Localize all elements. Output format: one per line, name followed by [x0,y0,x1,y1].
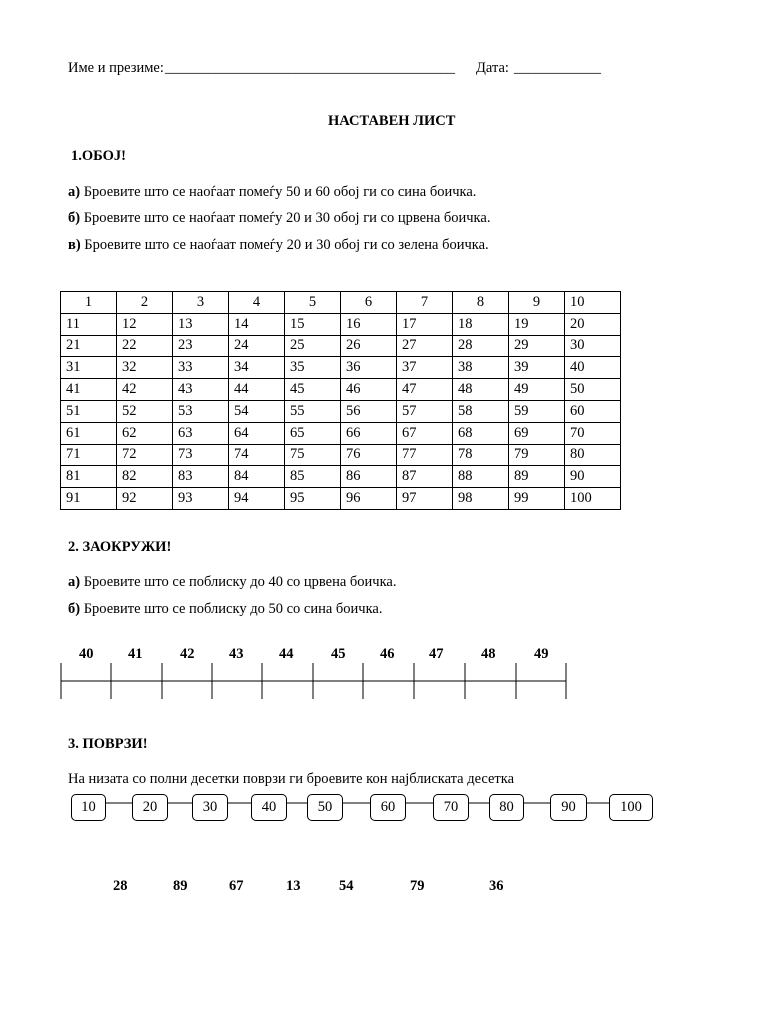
item-letter: а) [68,574,81,590]
table-cell[interactable]: 8 [453,292,509,314]
table-cell[interactable]: 86 [341,466,397,488]
table-cell[interactable]: 15 [285,313,341,335]
table-cell[interactable]: 73 [173,444,229,466]
table-cell[interactable]: 69 [509,422,565,444]
table-cell[interactable]: 48 [453,379,509,401]
connect-number[interactable]: 28 [113,878,128,894]
table-cell[interactable]: 61 [61,422,117,444]
section1-heading: 1.ОБОЈ! [71,148,126,164]
item-text: Броевите што се наоѓаат помеѓу 20 и 30 обој ги со црвена боичка. [80,210,491,226]
table-cell[interactable]: 7 [397,292,453,314]
table-cell[interactable]: 99 [509,488,565,510]
tens-box[interactable]: 100 [609,794,653,821]
number-line-label: 48 [481,646,496,662]
table-cell[interactable]: 5 [285,292,341,314]
number-line-label: 47 [429,646,444,662]
table-cell[interactable]: 18 [453,313,509,335]
tens-box[interactable]: 50 [307,794,343,821]
table-cell[interactable]: 35 [285,357,341,379]
tens-box[interactable]: 40 [251,794,287,821]
table-cell[interactable]: 36 [341,357,397,379]
table-cell[interactable]: 98 [453,488,509,510]
table-cell[interactable]: 41 [61,379,117,401]
table-cell[interactable]: 47 [397,379,453,401]
number-line-label: 42 [180,646,195,662]
item-letter: в) [68,237,81,253]
table-cell[interactable]: 55 [285,400,341,422]
connect-number[interactable]: 13 [286,878,301,894]
table-cell[interactable]: 95 [285,488,341,510]
connect-number[interactable]: 54 [339,878,354,894]
table-cell[interactable]: 90 [565,466,621,488]
table-cell[interactable]: 93 [173,488,229,510]
table-cell[interactable]: 85 [285,466,341,488]
table-cell[interactable]: 25 [285,335,341,357]
table-cell[interactable]: 65 [285,422,341,444]
table-cell[interactable]: 50 [565,379,621,401]
table-cell[interactable]: 2 [117,292,173,314]
table-cell[interactable]: 70 [565,422,621,444]
table-cell[interactable]: 75 [285,444,341,466]
table-cell[interactable]: 52 [117,400,173,422]
table-cell[interactable]: 12 [117,313,173,335]
table-cell[interactable]: 68 [453,422,509,444]
item-text: Броевите што се наоѓаат помеѓу 20 и 30 обој ги со зелена боичка. [80,237,489,253]
table-cell[interactable]: 23 [173,335,229,357]
connect-number[interactable]: 89 [173,878,188,894]
item-text: Броевите што се поблиску до 50 со сина боичка. [80,601,383,617]
tens-box[interactable]: 80 [489,794,524,821]
table-cell[interactable]: 67 [397,422,453,444]
table-cell[interactable]: 29 [509,335,565,357]
table-cell[interactable]: 32 [117,357,173,379]
table-cell[interactable]: 28 [453,335,509,357]
table-cell[interactable]: 39 [509,357,565,379]
table-cell[interactable]: 88 [453,466,509,488]
item-text: Броевите што се поблиску до 40 со црвена боичка. [80,574,397,590]
table-cell[interactable]: 33 [173,357,229,379]
table-cell[interactable]: 72 [117,444,173,466]
table-cell[interactable]: 71 [61,444,117,466]
table-cell[interactable]: 63 [173,422,229,444]
number-line-label: 44 [279,646,294,662]
table-cell[interactable]: 100 [565,488,621,510]
table-cell[interactable]: 51 [61,400,117,422]
table-cell[interactable]: 37 [397,357,453,379]
table-cell[interactable]: 1 [61,292,117,314]
table-cell[interactable]: 89 [509,466,565,488]
table-cell[interactable]: 19 [509,313,565,335]
number-line-label: 46 [380,646,395,662]
table-cell[interactable]: 11 [61,313,117,335]
table-cell[interactable]: 58 [453,400,509,422]
table-cell[interactable]: 54 [229,400,285,422]
table-cell[interactable]: 42 [117,379,173,401]
table-cell[interactable]: 30 [565,335,621,357]
table-cell[interactable]: 44 [229,379,285,401]
table-cell[interactable]: 17 [397,313,453,335]
tens-box[interactable]: 20 [132,794,168,821]
table-cell[interactable]: 74 [229,444,285,466]
section3-heading: 3. ПОВРЗИ! [68,736,148,752]
table-cell[interactable]: 97 [397,488,453,510]
table-cell[interactable]: 10 [565,292,621,314]
table-cell[interactable]: 4 [229,292,285,314]
table-cell[interactable]: 13 [173,313,229,335]
table-cell[interactable]: 62 [117,422,173,444]
tens-box[interactable]: 70 [433,794,469,821]
table-cell[interactable]: 26 [341,335,397,357]
table-cell[interactable]: 76 [341,444,397,466]
number-line-label: 45 [331,646,346,662]
name-field-line[interactable]: ________________________________________ [165,60,455,76]
table-cell[interactable]: 22 [117,335,173,357]
table-cell[interactable]: 94 [229,488,285,510]
date-field-line[interactable]: ____________ [514,60,601,76]
table-cell[interactable]: 38 [453,357,509,379]
tens-box[interactable]: 90 [550,794,587,821]
number-line-label: 43 [229,646,244,662]
page-title: НАСТАВЕН ЛИСТ [328,113,456,129]
table-cell[interactable]: 66 [341,422,397,444]
table-cell[interactable]: 91 [61,488,117,510]
table-cell[interactable]: 24 [229,335,285,357]
connect-number[interactable]: 67 [229,878,244,894]
table-cell[interactable]: 64 [229,422,285,444]
table-cell[interactable]: 45 [285,379,341,401]
tens-box[interactable]: 60 [370,794,406,821]
number-line-label: 49 [534,646,549,662]
item-letter: б) [68,601,81,617]
tens-box[interactable]: 10 [71,794,106,821]
connect-number[interactable]: 79 [410,878,425,894]
table-cell[interactable]: 21 [61,335,117,357]
table-cell[interactable]: 9 [509,292,565,314]
name-label: Име и презиме: [68,60,164,76]
table-cell[interactable]: 49 [509,379,565,401]
table-cell[interactable]: 83 [173,466,229,488]
table-cell[interactable]: 20 [565,313,621,335]
item-letter: а) [68,184,81,200]
table-cell[interactable]: 46 [341,379,397,401]
item-text: Броевите што се наоѓаат помеѓу 50 и 60 обој ги со сина боичка. [80,184,477,200]
section2-heading: 2. ЗАОКРУЖИ! [68,539,172,555]
table-cell[interactable]: 31 [61,357,117,379]
table-cell[interactable]: 96 [341,488,397,510]
table-cell[interactable]: 59 [509,400,565,422]
number-line-label: 41 [128,646,143,662]
item-letter: б) [68,210,81,226]
number-line-label: 40 [79,646,94,662]
table-cell[interactable]: 92 [117,488,173,510]
table-cell[interactable]: 40 [565,357,621,379]
section3-instruction: На низата со полни десетки поврзи ги броевите кон најблиската десетка [68,771,515,787]
table-cell[interactable]: 87 [397,466,453,488]
table-cell[interactable]: 6 [341,292,397,314]
table-cell[interactable]: 77 [397,444,453,466]
table-cell[interactable]: 56 [341,400,397,422]
connect-number[interactable]: 36 [489,878,504,894]
tens-box[interactable]: 30 [192,794,228,821]
table-cell[interactable]: 78 [453,444,509,466]
table-cell[interactable]: 82 [117,466,173,488]
table-cell[interactable]: 60 [565,400,621,422]
table-cell[interactable]: 3 [173,292,229,314]
table-cell[interactable]: 43 [173,379,229,401]
table-cell[interactable]: 16 [341,313,397,335]
table-cell[interactable]: 84 [229,466,285,488]
table-cell[interactable]: 79 [509,444,565,466]
table-cell[interactable]: 57 [397,400,453,422]
date-label: Дата: [476,60,509,76]
table-cell[interactable]: 80 [565,444,621,466]
table-cell[interactable]: 34 [229,357,285,379]
table-cell[interactable]: 27 [397,335,453,357]
table-cell[interactable]: 53 [173,400,229,422]
table-cell[interactable]: 14 [229,313,285,335]
table-cell[interactable]: 81 [61,466,117,488]
